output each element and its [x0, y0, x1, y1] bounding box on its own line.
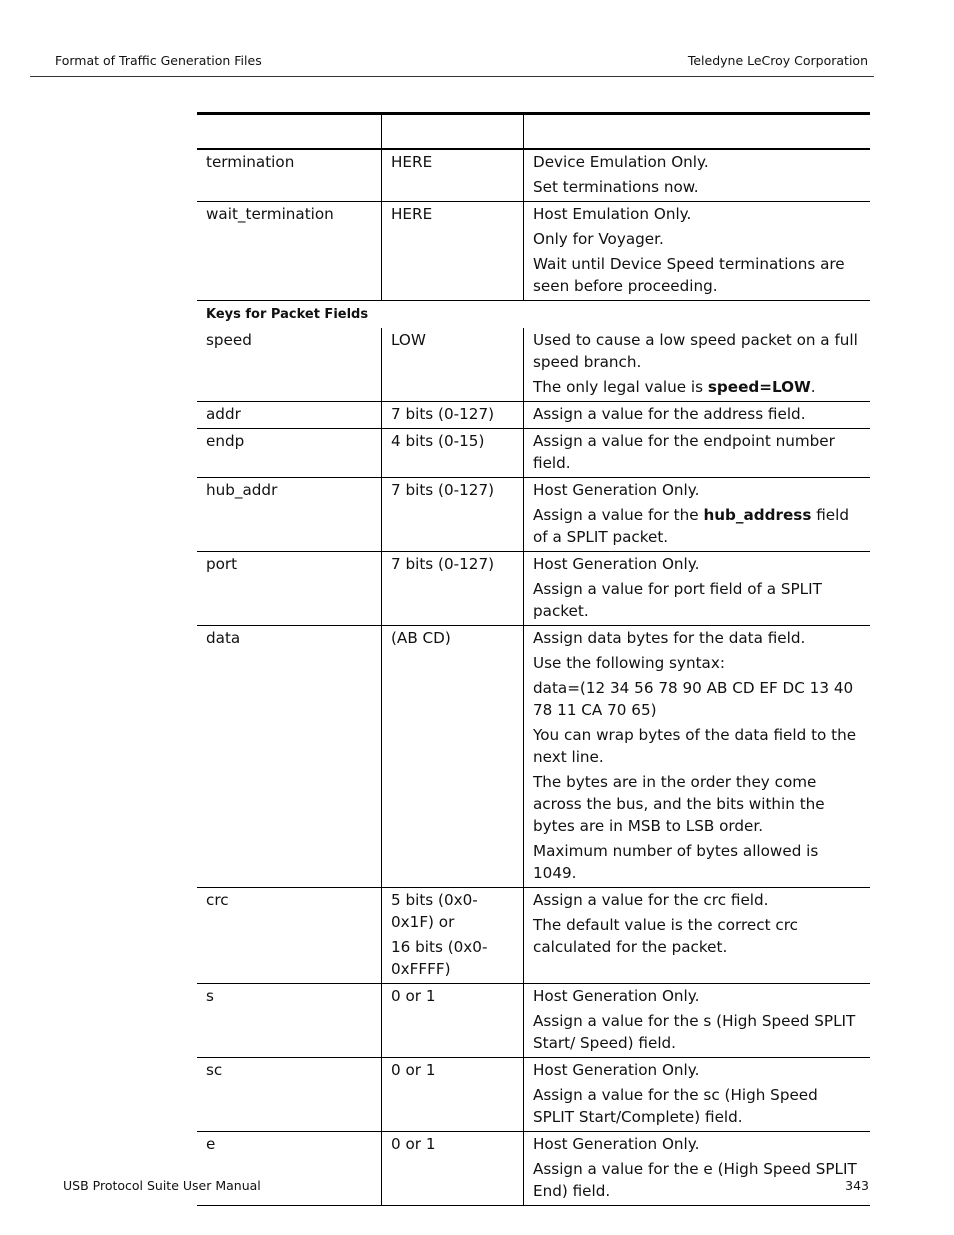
- table-row: [197, 888, 870, 984]
- desc-line: Assign a value for the crc field.: [533, 891, 769, 909]
- desc-line: Host Generation Only.: [533, 1061, 700, 1079]
- page-header: [30, 50, 874, 77]
- row-key: wait_termination: [197, 202, 382, 301]
- desc-line: Only for Voyager.: [533, 230, 664, 248]
- section-row: [197, 301, 870, 329]
- row-key: s: [197, 984, 382, 1058]
- row-value: HERE: [382, 149, 524, 202]
- desc-line: Maximum number of bytes allowed is 1049.: [533, 842, 819, 882]
- row-key: port: [197, 552, 382, 626]
- table-row: [197, 552, 870, 626]
- desc-line: Device Emulation Only.: [533, 153, 709, 171]
- row-description: [524, 1132, 871, 1206]
- table-row: [197, 202, 870, 301]
- desc-line: Used to cause a low speed packet on a full speed branch.: [533, 331, 858, 371]
- row-value: 0 or 1: [382, 1132, 524, 1206]
- row-value: [382, 888, 524, 984]
- desc-line: You can wrap bytes of the data field to the next line.: [533, 726, 857, 766]
- section-label: Keys for Packet Fields: [206, 307, 369, 322]
- desc-bold: speed=LOW: [707, 378, 811, 396]
- row-description: [524, 888, 871, 984]
- desc-text: field of a SPLIT packet.: [533, 506, 849, 546]
- desc-line: Host Generation Only.: [533, 555, 700, 573]
- desc-line: The default value is the correct crc calculated for the packet.: [533, 916, 798, 956]
- row-key: crc: [197, 888, 382, 984]
- desc-text: Assign a value for the: [533, 506, 704, 524]
- desc-line: [533, 376, 862, 398]
- value-line: 16 bits (0x0-0xFFFF): [391, 938, 488, 978]
- row-key: speed: [197, 328, 382, 402]
- row-description: [524, 552, 871, 626]
- desc-line: The bytes are in the order they come across the bus, and the bits within the bytes are in MSB to LSB order.: [533, 773, 825, 835]
- desc-line: Host Generation Only.: [533, 481, 700, 499]
- row-value: LOW: [382, 328, 524, 402]
- table-row: [197, 429, 870, 478]
- table-row: [197, 478, 870, 552]
- row-key: data: [197, 626, 382, 888]
- table-row: [197, 328, 870, 402]
- row-value: HERE: [382, 202, 524, 301]
- packet-keys-table: [197, 112, 870, 1206]
- row-key: sc: [197, 1058, 382, 1132]
- row-description: [524, 149, 871, 202]
- row-description: [524, 984, 871, 1058]
- row-key: e: [197, 1132, 382, 1206]
- desc-line: Assign a value for the address field.: [533, 405, 806, 423]
- row-description: [524, 626, 871, 888]
- desc-line: Host Generation Only.: [533, 987, 700, 1005]
- desc-text: The only legal value is: [533, 378, 708, 396]
- header-cell-description: [524, 114, 871, 150]
- table-row: [197, 149, 870, 202]
- row-value: 0 or 1: [382, 984, 524, 1058]
- header-cell-key: [197, 114, 382, 150]
- desc-line: Wait until Device Speed terminations are seen before proceeding.: [533, 255, 845, 295]
- table-row: [197, 402, 870, 429]
- desc-line: [533, 504, 862, 548]
- footer-manual-title: USB Protocol Suite User Manual: [63, 1178, 261, 1193]
- table-header-row: [197, 114, 870, 150]
- desc-text: .: [810, 378, 816, 396]
- row-value: 0 or 1: [382, 1058, 524, 1132]
- table-row: [197, 626, 870, 888]
- desc-line: Assign a value for the s (High Speed SPLIT Start/ Speed) field.: [533, 1012, 856, 1052]
- table-row: [197, 1058, 870, 1132]
- desc-bold: hub_address: [703, 506, 812, 524]
- row-description: [524, 429, 871, 478]
- desc-line: Assign a value for the e (High Speed SPLIT End) field.: [533, 1160, 857, 1200]
- row-value: 7 bits (0-127): [382, 402, 524, 429]
- desc-line: Use the following syntax:: [533, 654, 725, 672]
- row-value: (AB CD): [382, 626, 524, 888]
- row-key: hub_addr: [197, 478, 382, 552]
- desc-line: Assign data bytes for the data field.: [533, 629, 806, 647]
- row-description: [524, 1058, 871, 1132]
- desc-line: Assign a value for port field of a SPLIT packet.: [533, 580, 822, 620]
- desc-line: Host Emulation Only.: [533, 205, 692, 223]
- row-value: 7 bits (0-127): [382, 478, 524, 552]
- row-value: 4 bits (0-15): [382, 429, 524, 478]
- header-company: Teledyne LeCroy Corporation: [687, 53, 868, 68]
- row-description: [524, 478, 871, 552]
- row-key: addr: [197, 402, 382, 429]
- value-line: 5 bits (0x0-0x1F) or: [391, 891, 478, 931]
- desc-line: Assign a value for the endpoint number field.: [533, 432, 835, 472]
- row-description: [524, 202, 871, 301]
- header-section-title: Format of Traffic Generation Files: [55, 53, 262, 68]
- row-key: termination: [197, 149, 382, 202]
- row-description: [524, 328, 871, 402]
- table-row: [197, 1132, 870, 1206]
- header-cell-value: [382, 114, 524, 150]
- row-key: endp: [197, 429, 382, 478]
- desc-line: Assign a value for the sc (High Speed SPLIT Start/Complete) field.: [533, 1086, 818, 1126]
- page-number: 343: [845, 1178, 869, 1193]
- desc-line: data=(12 34 56 78 90 AB CD EF DC 13 40 78 11 CA 70 65): [533, 679, 854, 719]
- row-description: [524, 402, 871, 429]
- table-row: [197, 984, 870, 1058]
- desc-line: Host Generation Only.: [533, 1135, 700, 1153]
- row-value: 7 bits (0-127): [382, 552, 524, 626]
- desc-line: Set terminations now.: [533, 178, 699, 196]
